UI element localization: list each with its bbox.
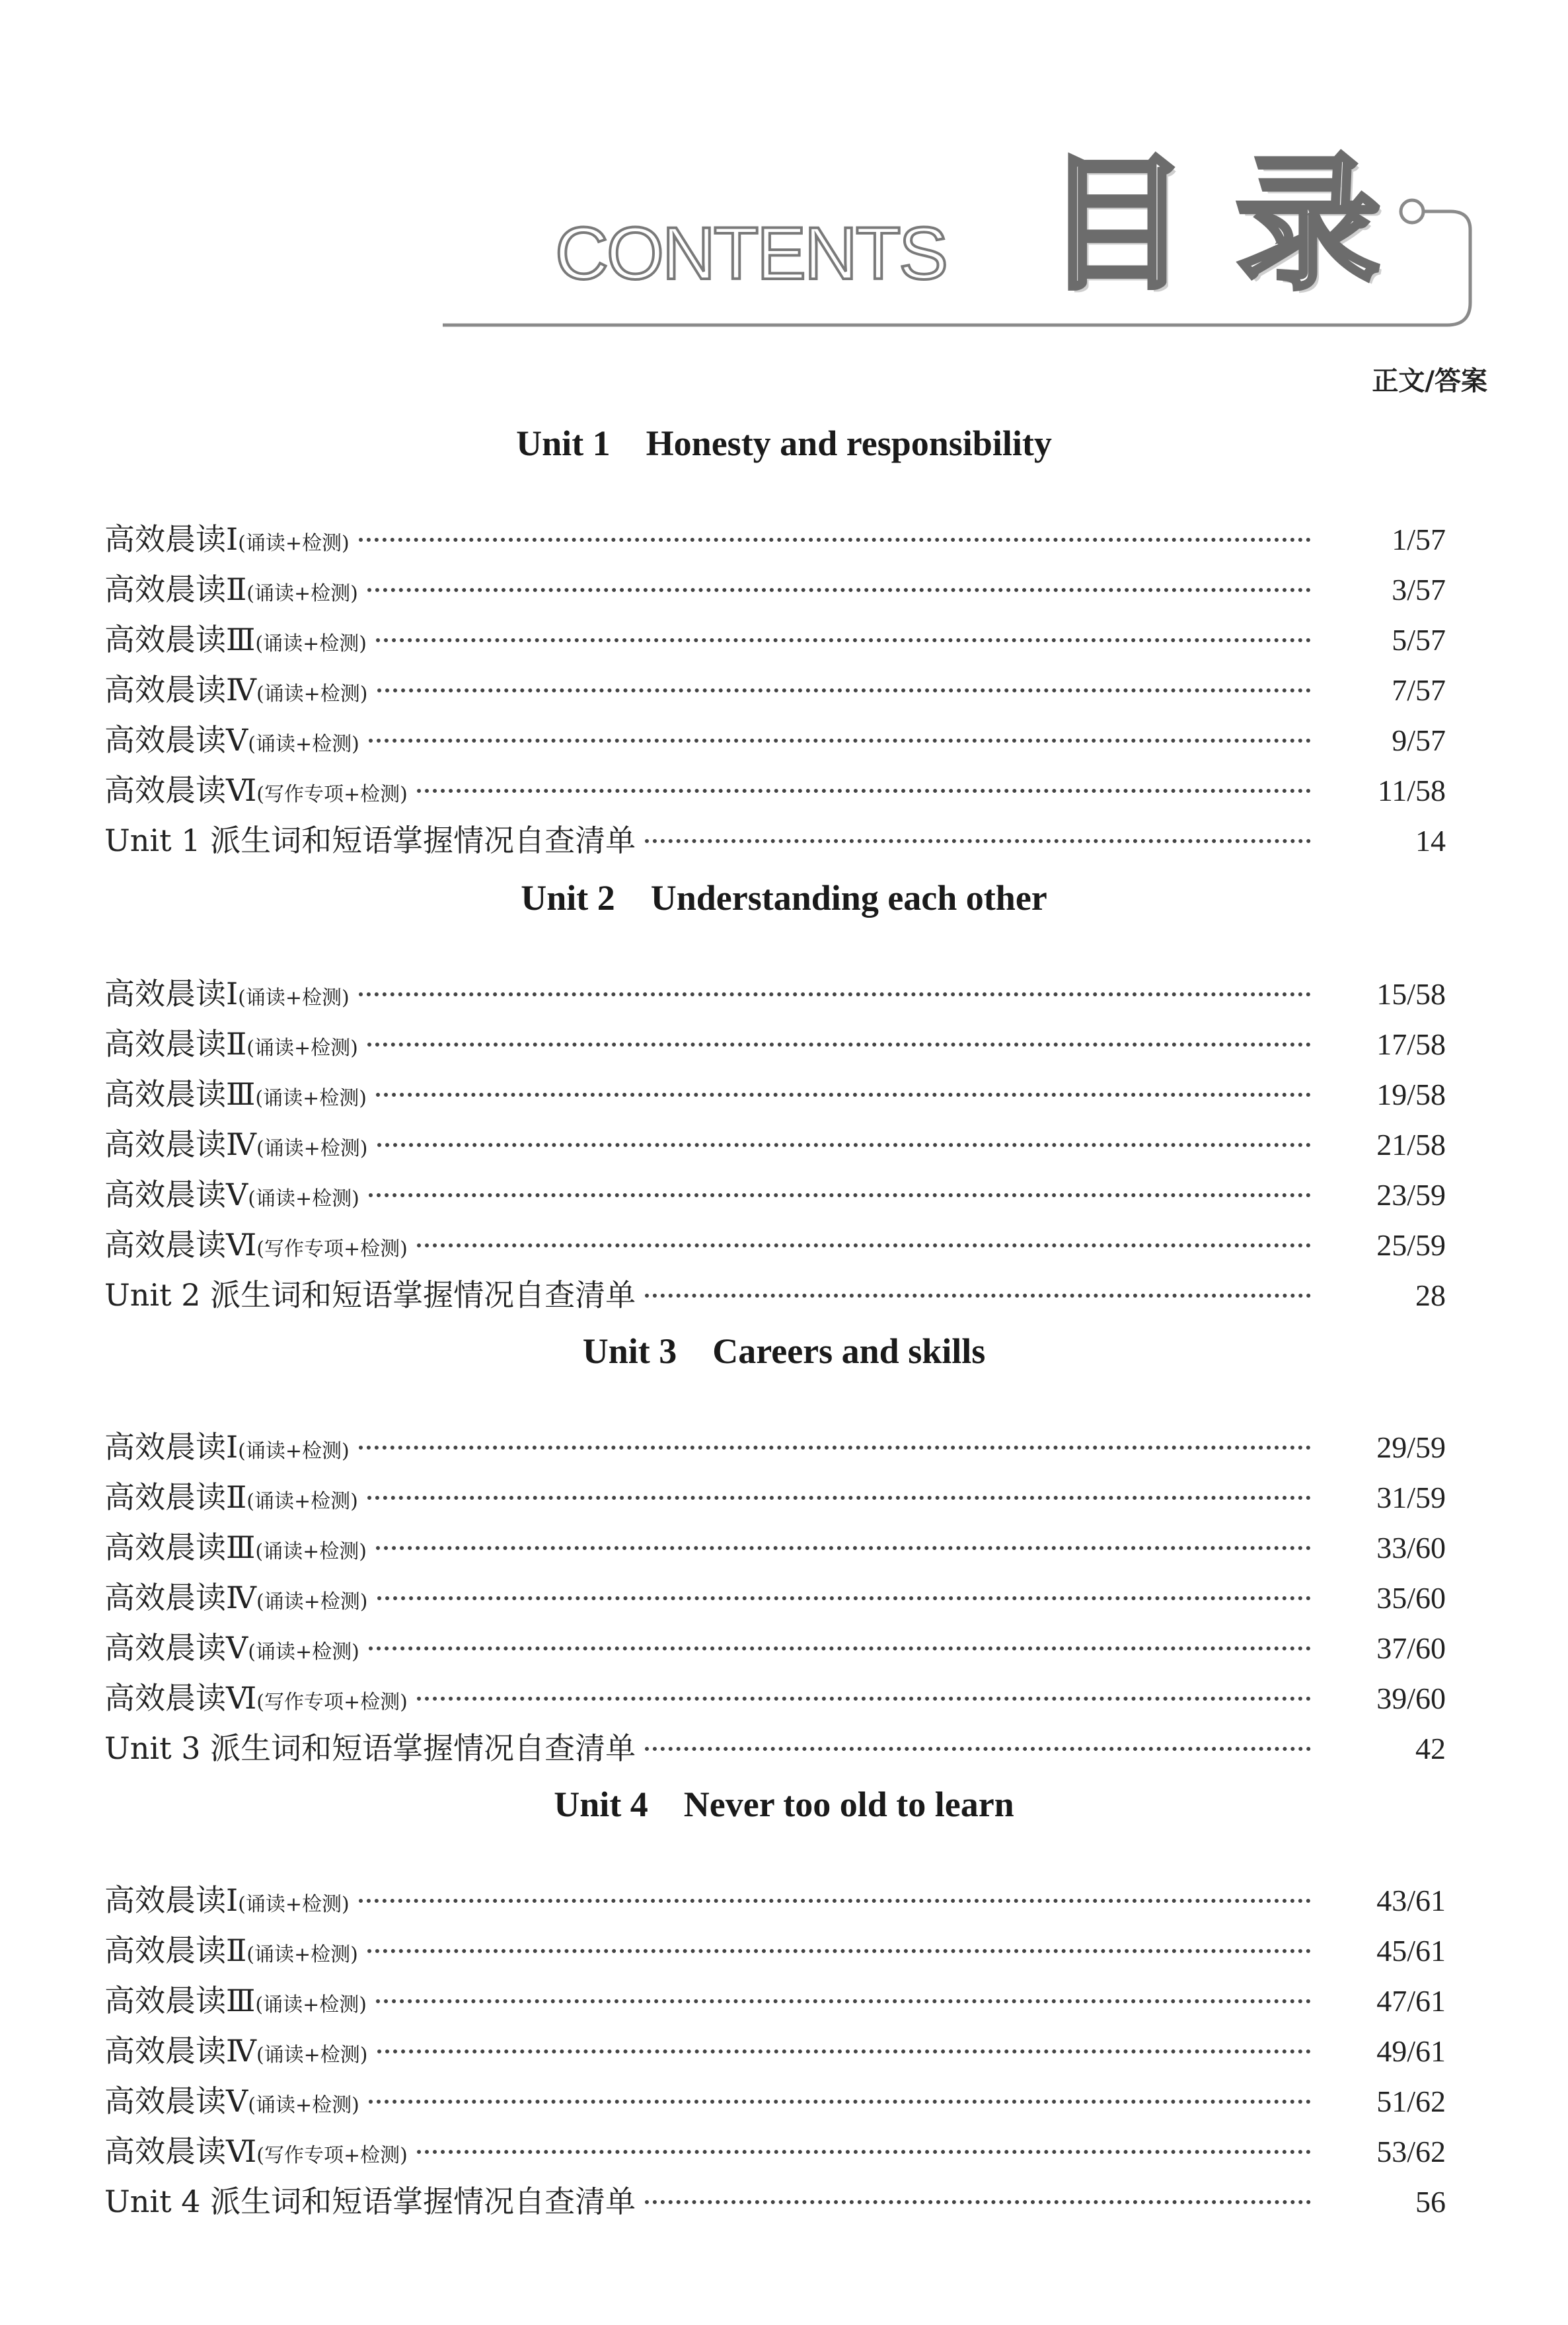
toc-entry[interactable] — [104, 1271, 1446, 1311]
toc-entry[interactable] — [104, 1524, 1446, 1563]
toc-entry[interactable] — [104, 2077, 1446, 2117]
toc-entry-subtitle: (诵读+检测) — [248, 1641, 359, 1664]
toc-entry-subtitle: (诵读+检测) — [246, 1037, 358, 1060]
toc-entry-label: 高效晨读Ⅳ — [104, 1580, 256, 1615]
toc-entry-subtitle: (诵读+检测) — [238, 986, 350, 1010]
toc-entry-subtitle: (写作专项+检测) — [256, 2144, 408, 2167]
toc-entry[interactable] — [104, 2027, 1446, 2067]
toc-entry-subtitle: (写作专项+检测) — [256, 783, 408, 806]
toc-entry-page: 25/59 — [1376, 1228, 1446, 1262]
toc-entry[interactable] — [104, 2127, 1446, 2167]
toc-entry-label: 高效晨读Ⅰ — [104, 521, 239, 557]
dot-leader — [377, 2048, 1311, 2053]
toc-entry-label: 高效晨读Ⅲ — [104, 1530, 256, 1565]
toc-entry-page: 19/58 — [1376, 1078, 1446, 1111]
dot-leader — [369, 1645, 1311, 1650]
toc-entry-label: 高效晨读Ⅱ — [104, 1933, 247, 1968]
toc-entry-label: 高效晨读Ⅴ — [104, 2083, 248, 2119]
dot-leader — [369, 737, 1311, 743]
toc-entry-label: 高效晨读Ⅱ — [104, 572, 247, 607]
toc-entry[interactable] — [104, 566, 1446, 605]
toc-entry-label: 高效晨读Ⅲ — [104, 1076, 256, 1112]
toc-entry[interactable] — [104, 1674, 1446, 1714]
toc-entry-page: 23/59 — [1376, 1178, 1446, 1212]
dot-leader — [417, 2149, 1311, 2154]
toc-entry-subtitle: (诵读+检测) — [238, 532, 350, 555]
dot-leader — [359, 1444, 1311, 1450]
toc-entry[interactable] — [104, 817, 1446, 856]
dot-leader — [359, 1898, 1311, 1903]
contents-header — [443, 140, 1487, 337]
toc-entry-page: 39/60 — [1376, 1681, 1446, 1715]
toc-entry-subtitle: (诵读+检测) — [256, 683, 368, 706]
toc-entry-label: 高效晨读Ⅲ — [104, 1983, 256, 2018]
toc-entry-page: 53/62 — [1376, 2135, 1446, 2168]
dot-leader — [645, 2199, 1311, 2204]
toc-entry[interactable] — [104, 1927, 1446, 1966]
toc-entry-label: 高效晨读Ⅳ — [104, 2033, 256, 2069]
toc-entry-subtitle: (诵读+检测) — [256, 1137, 368, 1160]
dot-leader — [376, 1998, 1311, 2003]
toc-entry-subtitle: (诵读+检测) — [248, 2094, 359, 2117]
dot-leader — [377, 1142, 1311, 1147]
toc-entry-page: 45/61 — [1376, 1934, 1446, 1968]
dot-leader — [376, 1091, 1311, 1097]
toc-entry[interactable] — [104, 1423, 1446, 1463]
toc-entry[interactable] — [104, 1473, 1446, 1513]
toc-entry-subtitle: (诵读+检测) — [246, 1943, 358, 1966]
dot-leader — [367, 1041, 1311, 1047]
toc-entry-page: 21/58 — [1376, 1128, 1446, 1162]
toc-entry-page: 42 — [1415, 1732, 1446, 1765]
toc-entry-page: 47/61 — [1376, 1984, 1446, 2018]
unit-title: Unit 2 Understanding each other — [521, 878, 1047, 918]
unit-title: Unit 3 Careers and skills — [582, 1331, 986, 1371]
toc-entry[interactable] — [104, 515, 1446, 555]
dot-leader — [369, 2098, 1311, 2104]
toc-entry-label: 高效晨读Ⅲ — [104, 622, 256, 657]
toc-entry-label: 高效晨读Ⅴ — [104, 1177, 248, 1212]
toc-entry-page: 49/61 — [1376, 2034, 1446, 2068]
toc-entry[interactable] — [104, 1977, 1446, 2016]
toc-entry-label: 高效晨读Ⅵ — [104, 1227, 257, 1263]
toc-entry-label: Unit 4 派生词和短语掌握情况自查清单 — [104, 2184, 636, 2219]
toc-entry[interactable] — [104, 1171, 1446, 1210]
toc-entry[interactable] — [104, 1574, 1446, 1613]
toc-entry[interactable] — [104, 1221, 1446, 1261]
toc-entry-label: 高效晨读Ⅵ — [104, 1680, 257, 1716]
toc-entry-page: 56 — [1415, 2185, 1446, 2219]
toc-entry-page: 37/60 — [1376, 1631, 1446, 1665]
dot-leader — [645, 1292, 1311, 1298]
dot-leader — [359, 536, 1311, 542]
dot-leader — [417, 1242, 1311, 1247]
toc-entry-subtitle: (诵读+检测) — [248, 733, 359, 756]
toc-entry-page: 9/57 — [1392, 723, 1446, 757]
dot-leader — [645, 1746, 1311, 1751]
toc-entry-subtitle: (诵读+检测) — [248, 1187, 359, 1210]
unit-title: Unit 1 Honesty and responsibility — [516, 424, 1052, 463]
toc-entry-subtitle: (诵读+检测) — [246, 582, 358, 605]
toc-entry-subtitle: (写作专项+检测) — [256, 1237, 408, 1261]
toc-entry-label: 高效晨读Ⅴ — [104, 722, 248, 758]
toc-entry[interactable] — [104, 1070, 1446, 1110]
toc-entry-page: 14 — [1415, 824, 1446, 858]
toc-entry[interactable] — [104, 1876, 1446, 1916]
toc-entry[interactable] — [104, 970, 1446, 1010]
toc-entry[interactable] — [104, 1121, 1446, 1160]
dot-leader — [377, 687, 1311, 692]
toc-entry-subtitle: (诵读+检测) — [246, 1490, 358, 1513]
toc-entry-subtitle: (写作专项+检测) — [256, 1691, 408, 1714]
toc-entry-page: 28 — [1415, 1278, 1446, 1312]
toc-entry-page: 51/62 — [1376, 2085, 1446, 2118]
contents-english-title: CONTENTS — [555, 212, 946, 295]
toc-entry-label: 高效晨读Ⅵ — [104, 772, 257, 808]
toc-entry[interactable] — [104, 1724, 1446, 1764]
toc-entry-label: 高效晨读Ⅰ — [104, 1429, 239, 1465]
toc-entry[interactable] — [104, 616, 1446, 655]
dot-leader — [645, 838, 1311, 843]
toc-entry-page: 33/60 — [1376, 1531, 1446, 1565]
toc-entry[interactable] — [104, 666, 1446, 706]
toc-entry[interactable] — [104, 1020, 1446, 1060]
dot-leader — [367, 1495, 1311, 1500]
toc-entry-page: 1/57 — [1392, 523, 1446, 556]
dot-leader — [376, 637, 1311, 642]
toc-entry-page: 15/58 — [1376, 977, 1446, 1011]
toc-entry-subtitle: (诵读+检测) — [255, 1993, 367, 2016]
toc-entry-subtitle: (诵读+检测) — [256, 2044, 368, 2067]
toc-entry-label: Unit 3 派生词和短语掌握情况自查清单 — [104, 1730, 636, 1766]
dot-leader — [417, 788, 1311, 793]
dot-leader — [417, 1695, 1311, 1701]
dot-leader — [376, 1545, 1311, 1550]
toc-entry-label: 高效晨读Ⅴ — [104, 1630, 248, 1666]
toc-entry-subtitle: (诵读+检测) — [255, 1087, 367, 1110]
toc-entry[interactable] — [104, 1624, 1446, 1664]
toc-entry-page: 17/58 — [1376, 1027, 1446, 1061]
toc-entry-page: 35/60 — [1376, 1581, 1446, 1615]
dot-leader — [377, 1595, 1311, 1600]
toc-entry-label: Unit 1 派生词和短语掌握情况自查清单 — [104, 823, 636, 858]
toc-entry-page: 7/57 — [1392, 673, 1446, 707]
toc-entry[interactable] — [104, 716, 1446, 756]
contents-chinese-title: 目录 — [1044, 140, 1428, 309]
toc-entry-page: 11/58 — [1377, 774, 1446, 807]
toc-entry-label: Unit 2 派生词和短语掌握情况自查清单 — [104, 1277, 636, 1313]
dot-leader — [359, 991, 1311, 996]
toc-entry-subtitle: (诵读+检测) — [255, 632, 367, 655]
toc-entry-page: 29/59 — [1376, 1430, 1446, 1464]
toc-entry-subtitle: (诵读+检测) — [238, 1440, 350, 1463]
toc-entry-subtitle: (诵读+检测) — [255, 1540, 367, 1563]
toc-entry-subtitle: (诵读+检测) — [256, 1590, 368, 1613]
toc-entry-label: 高效晨读Ⅱ — [104, 1026, 247, 1062]
toc-entry-page: 3/57 — [1392, 573, 1446, 607]
toc-entry-label: 高效晨读Ⅵ — [104, 2133, 257, 2169]
toc-entry-label: 高效晨读Ⅳ — [104, 672, 256, 708]
toc-entry-page: 5/57 — [1392, 623, 1446, 657]
unit-title: Unit 4 Never too old to learn — [554, 1785, 1014, 1824]
toc-entry[interactable] — [104, 766, 1446, 806]
dot-leader — [367, 1948, 1311, 1953]
toc-entry[interactable] — [104, 2178, 1446, 2217]
toc-entry-page: 31/59 — [1376, 1481, 1446, 1514]
toc-entry-label: 高效晨读Ⅰ — [104, 976, 239, 1012]
toc-entry-label: 高效晨读Ⅱ — [104, 1479, 247, 1515]
dot-leader — [369, 1192, 1311, 1197]
toc-entry-page: 43/61 — [1376, 1884, 1446, 1917]
toc-entry-subtitle: (诵读+检测) — [238, 1893, 350, 1916]
dot-leader — [367, 587, 1311, 592]
toc-entry-label: 高效晨读Ⅰ — [104, 1882, 239, 1918]
page-column-label: 正文/答案 — [1372, 366, 1487, 396]
toc-entry-label: 高效晨读Ⅳ — [104, 1126, 256, 1162]
